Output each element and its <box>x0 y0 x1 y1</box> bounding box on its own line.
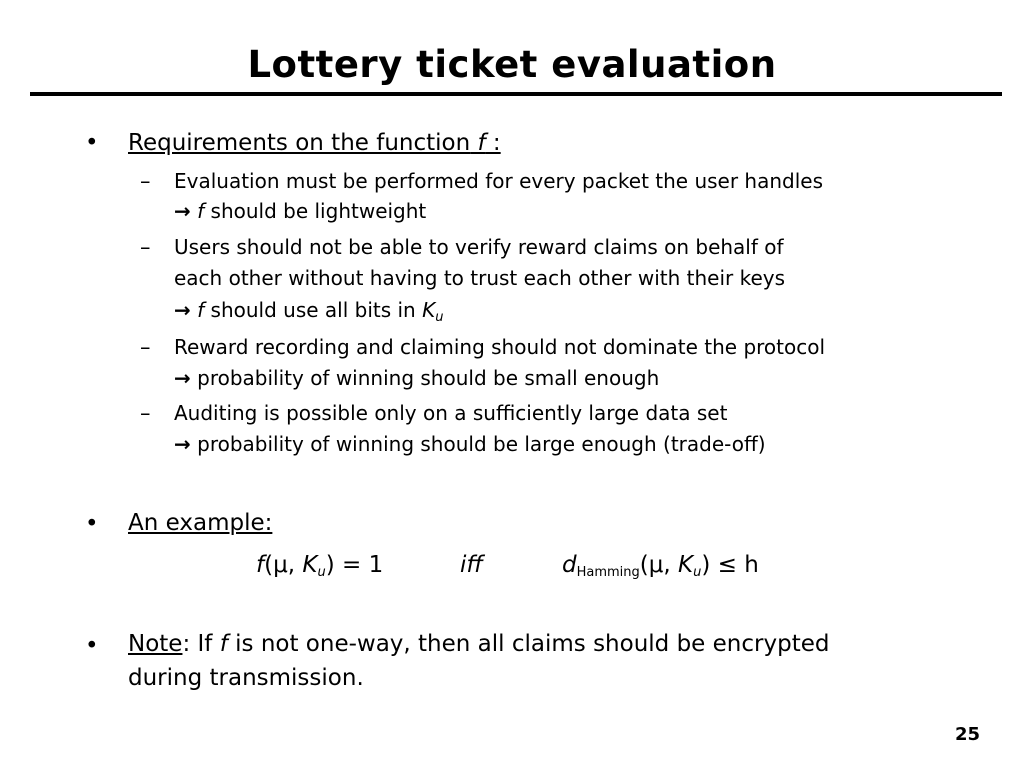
title-divider <box>30 92 1002 96</box>
page-number: 25 <box>955 724 981 745</box>
bullet-marker: • <box>85 511 99 537</box>
requirement-1-line1: Evaluation must be performed for every packet the user handles <box>174 169 824 193</box>
dash-marker: – <box>140 235 151 259</box>
example-label: An example: <box>128 510 273 536</box>
requirement-4-line1: Auditing is possible only on a sufficiently large data set <box>174 401 728 425</box>
dash-marker: – <box>140 401 151 425</box>
slide-title: Lottery ticket evaluation <box>247 43 777 86</box>
example-heading <box>128 507 272 540</box>
requirement-1-line2: → f should be lightweight <box>174 199 427 223</box>
arrow-icon: → <box>174 199 191 223</box>
arrow-icon: → <box>174 432 191 456</box>
requirement-3-line1: Reward recording and claiming should not dominate the protocol <box>174 335 826 359</box>
example-formula <box>0 548 1024 582</box>
note-line2: during transmission. <box>128 665 364 691</box>
requirement-2-line3: → f should use all bits in $K_u$ <box>174 298 444 325</box>
arrow-icon: → <box>174 298 191 322</box>
requirement-2-line2: each other without having to trust each other with their keys <box>174 266 786 290</box>
note-label: Note <box>128 631 183 657</box>
dash-marker: – <box>140 169 151 193</box>
arrow-icon: → <box>174 366 191 390</box>
requirement-2-line1: Users should not be able to verify reward claims on behalf of <box>174 235 784 259</box>
requirement-3-line2: → probability of winning should be small enough <box>174 366 660 390</box>
formula-iff: iff <box>460 552 483 578</box>
bullet-marker: • <box>85 130 99 156</box>
requirements-heading <box>128 127 501 160</box>
dash-marker: – <box>140 335 151 359</box>
bullet-marker: • <box>85 633 99 659</box>
note-line1: Note: If f is not one-way, then all claims should be encrypted <box>128 631 830 657</box>
requirements-label: Requirements on the function f : <box>128 130 501 156</box>
formula-lhs: f(μ, $K_u) = 1$ <box>256 552 384 580</box>
requirement-4-line2: → probability of winning should be large enough (trade-off) <box>174 432 766 456</box>
formula-rhs: $d_{Hamming}(\mu$, $K_u) \le h$ <box>562 552 759 580</box>
